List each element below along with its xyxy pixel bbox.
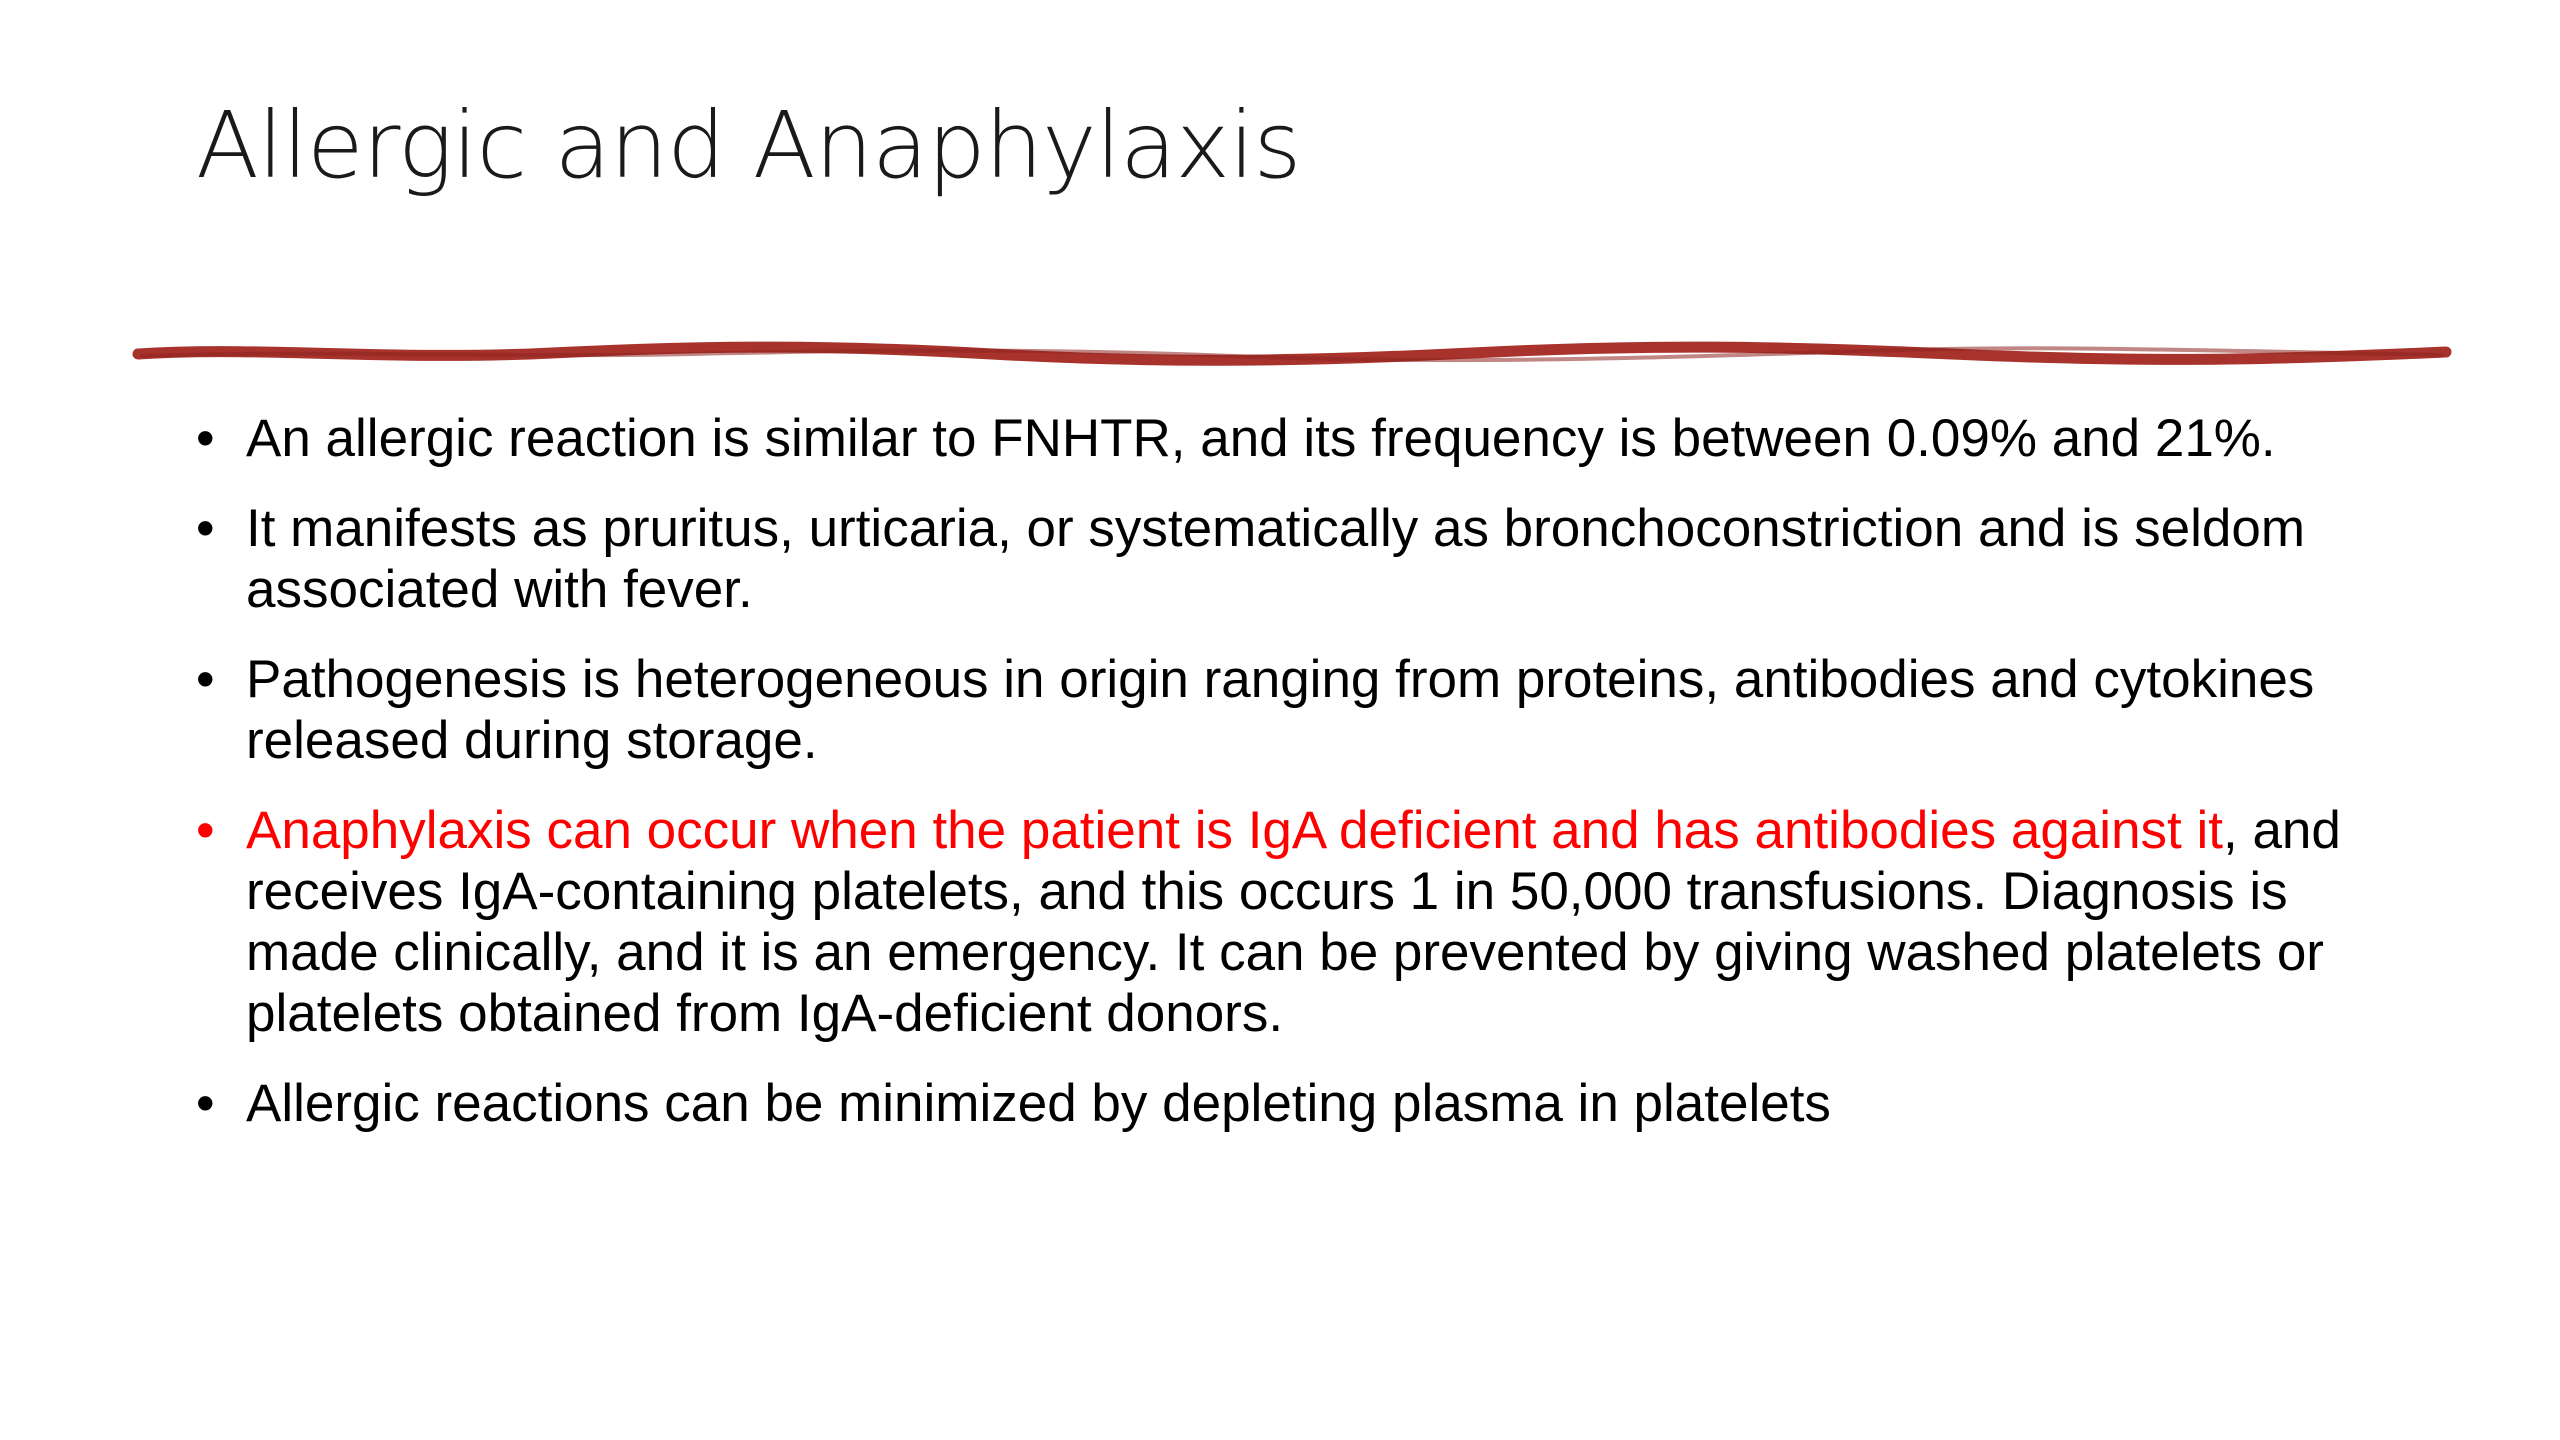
- bullet-item: [196, 408, 2396, 469]
- bullet-text: , and receives IgA-containing platelets, and this occurs 1 in 50,000 transfusions. Diagnosis is made clinically, and it is an emergency. It can be prevented by giving washed platelets or platelets obtained from IgA-deficient donors.: [246, 801, 2341, 1043]
- bullet-text: It manifests as pruritus, urticaria, or systematically as bronchoconstriction and is seldom associated with fever.: [246, 499, 2305, 619]
- bullet-item-anaphylaxis: [196, 800, 2396, 1044]
- title-divider: [132, 334, 2452, 374]
- bullet-text: Allergic reactions can be minimized by depleting plasma in platelets: [246, 1074, 1831, 1133]
- bullet-item: [196, 649, 2396, 771]
- bullet-text: Pathogenesis is heterogeneous in origin ranging from proteins, antibodies and cytokines released during storage.: [246, 650, 2315, 770]
- bullet-text: An allergic reaction is similar to FNHTR, and its frequency is between 0.09% and 21%.: [246, 409, 2276, 468]
- bullet-item: [196, 1073, 2396, 1134]
- bullet-marker: •: [196, 409, 215, 468]
- bullet-item: [196, 498, 2396, 620]
- bullet-marker: •: [196, 801, 215, 860]
- bullet-list: [196, 408, 2396, 1163]
- bullet-marker: •: [196, 499, 215, 558]
- slide-title: Allergic and Anaphylaxis: [196, 92, 1301, 199]
- bullet-marker: •: [196, 650, 215, 709]
- bullet-highlight-text: Anaphylaxis can occur when the patient is IgA deficient and has antibodies against it: [246, 801, 2223, 860]
- bullet-marker: •: [196, 1074, 215, 1133]
